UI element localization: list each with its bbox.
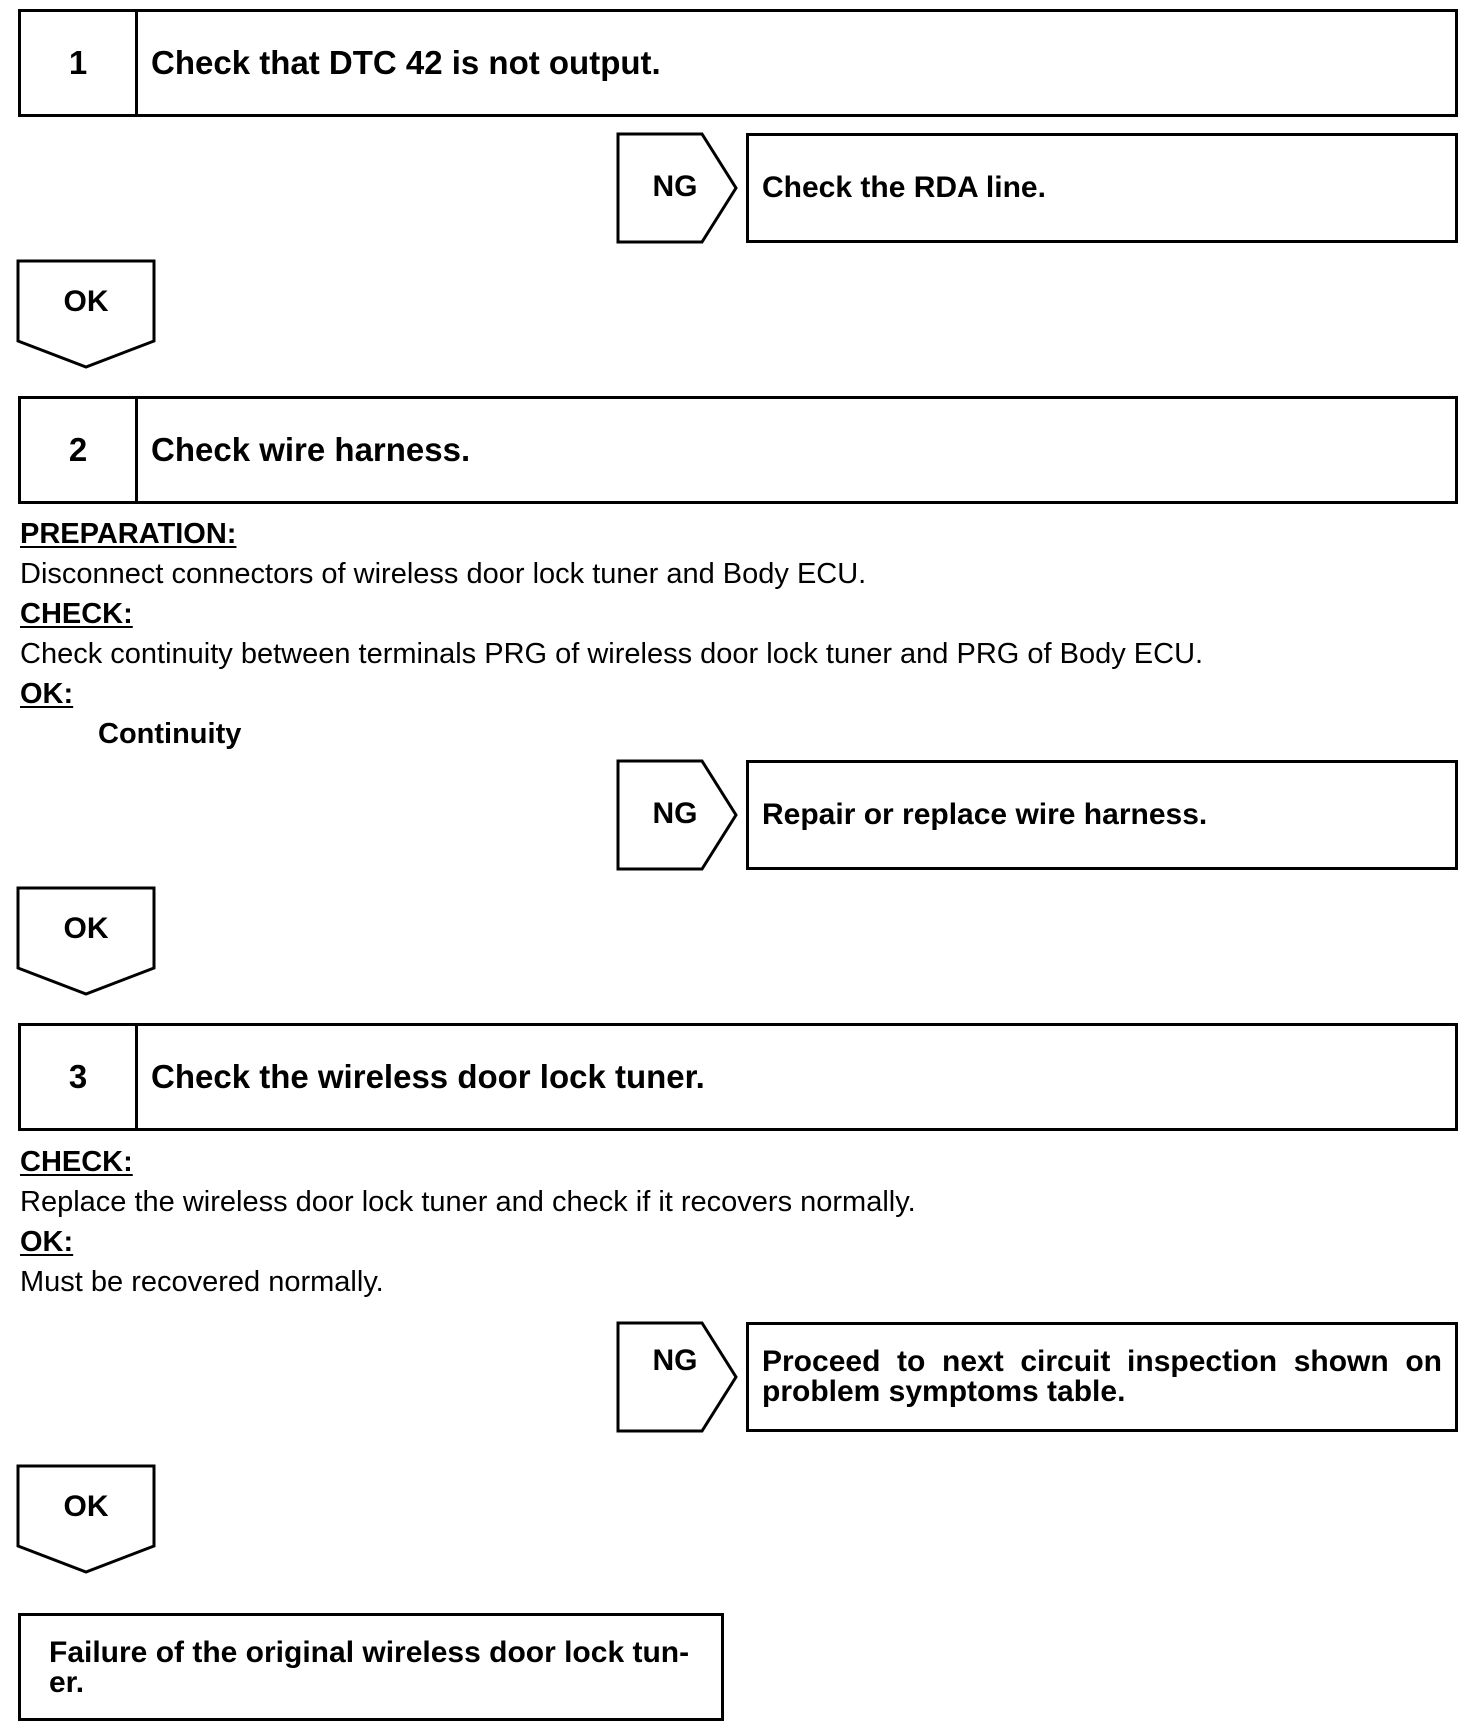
step-1-number: 1 — [21, 12, 138, 114]
step-2-check-heading: CHECK: — [20, 598, 133, 630]
step-2-ok-text: Continuity — [98, 718, 242, 750]
step-1-ok-label: OK — [63, 285, 109, 318]
final-result-line-1: Failure of the original wireless door lock tun- — [49, 1636, 690, 1669]
step-3-ng-result-line-2: problem symptoms table. — [762, 1375, 1126, 1408]
step-3-ok-heading: OK: — [20, 1226, 74, 1258]
step-1-ng-label: NG — [652, 170, 698, 203]
step-2-check-text: Check continuity between terminals PRG of wireless door lock tuner and PRG of Body ECU. — [20, 638, 1204, 670]
step-2-number: 2 — [21, 399, 138, 501]
step-3-check-text: Replace the wireless door lock tuner and check if it recovers normally. — [20, 1186, 916, 1218]
step-3-ng-label: NG — [652, 1344, 698, 1377]
step-2-ok-label: OK — [63, 912, 109, 945]
step-1-ng-result: Check the RDA line. — [746, 133, 1458, 243]
step-2-preparation-text: Disconnect connectors of wireless door lock tuner and Body ECU. — [20, 558, 867, 590]
step-3-ng-result-line-1: Proceed to next circuit inspection shown on — [762, 1345, 1442, 1378]
step-3-title: Check the wireless door lock tuner. — [151, 1058, 705, 1095]
step-2-ok-heading: OK: — [20, 678, 74, 710]
step-3-number: 3 — [21, 1026, 138, 1128]
final-result-box — [18, 1613, 724, 1721]
step-2-ng-label: NG — [652, 797, 698, 830]
step-3-ok-label: OK — [63, 1490, 109, 1523]
step-3-check-heading: CHECK: — [20, 1146, 133, 1178]
step-2-preparation-heading: PREPARATION: — [20, 518, 237, 550]
step-1-title: Check that DTC 42 is not output. — [151, 44, 661, 81]
step-2-title: Check wire harness. — [151, 431, 471, 468]
step-2-ng-result: Repair or replace wire harness. — [746, 760, 1458, 870]
step-3-ok-text: Must be recovered normally. — [20, 1266, 384, 1298]
final-result-line-2: er. — [49, 1666, 85, 1699]
